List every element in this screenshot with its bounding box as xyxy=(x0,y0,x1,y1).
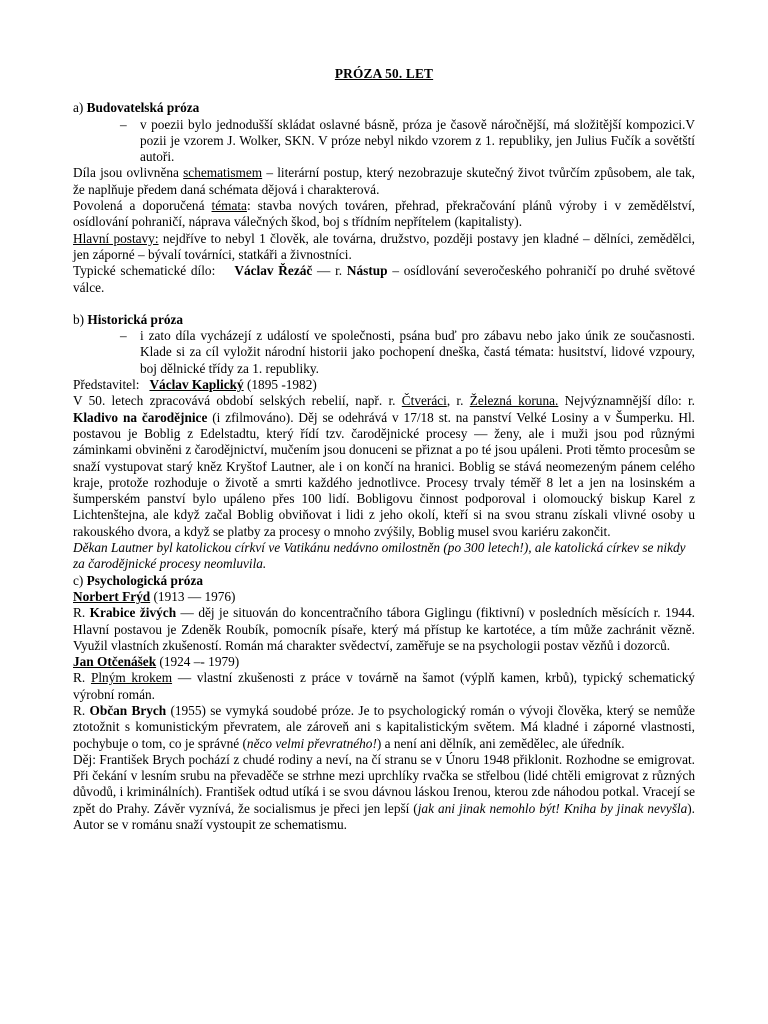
section-a-bullet: – v poezii bylo jednodušší skládat oslavné básně, próza je časově náročnější, má složitější kompozici.V pozii je vzorem J. Wolker, SKN. V próze nebyl nikdo vzorem z 1. republiky, jen Julius Fučík a sovětští autoři. xyxy=(120,116,695,165)
lautner-note: Děkan Lautner byl katolickou církví ve Vatikánu nedávno omilostněn (po 300 letech!), ale katolická církev se nikdy za čarodějnické procesy neomluvila. xyxy=(73,540,686,572)
plot-paragraph: Děj: František Brych pochází z chudé rodiny a neví, na čí stranu se v Únoru 1948 přiklonit. Rozhodne se emigrovat. Při čekání v lesním srubu na převaděče se strhne mezi uprchlíky rvačka se střelbou (lidé chtěli emigrovat z různých důvodů, i kriminálních). František odtud utíká i se svou dávnou láskou Irenou, kterou zde náhodou potkal. Vracejí se zpět do Prahy. Závěr vyznívá, že socialismus je přeci jen lepší (jak ani jinak nemohlo být! Kniha by jinak nevyšla). Autor se v románu snaží vystoupit ze schematismu. xyxy=(73,751,695,833)
schematism-paragraph: Díla jsou ovlivněna schematismem – literární postup, který nezobrazuje skutečný život tvůrčím způsobem, ale tak, že naplňuje předem daná schémata dějová i charakterová. xyxy=(73,165,696,197)
section-a-heading: a) Budovatelská próza xyxy=(73,100,200,116)
plnym-krokem-paragraph: R. Plným krokem — vlastní zkušenosti z práce v továrně na šamot (výplň kamen, krbů), typický schematický výrobní román. xyxy=(73,670,695,702)
section-gap xyxy=(73,296,695,312)
section-b-bullet: – i zato díla vycházejí z událostí ve společnosti, psána buď pro zábavu nebo jako únik ze současnosti. Klade si za cíl vyložit národní historii jako pochopení dneška, častá témata: husitství, lidové vzpoury, boj dělnické třídy za 1. republiky. xyxy=(120,328,695,376)
document-title: PRÓZA 50. LET xyxy=(334,66,434,81)
section-b-heading: b) Historická próza xyxy=(73,311,184,327)
author-otcenasek-heading: Jan Otčenášek (1924 –- 1979) xyxy=(73,654,240,670)
themes-paragraph: Povolená a doporučená témata: stavba nových továren, přehrad, překračování plánů výroby i v zemědělství, osídlování pohraničí, náprava válečných škod, boj s třídním nepřítelem (kapitalisty). xyxy=(73,198,695,230)
dash-icon: – xyxy=(120,116,127,132)
representative-line: Představitel: Václav Kaplický (1895 -1982) xyxy=(73,377,317,393)
author-fryd-heading: Norbert Frýd (1913 — 1976) xyxy=(73,588,236,604)
document-page xyxy=(73,66,695,833)
fryd-paragraph: R. Krabice živých — děj je situován do koncentračního tábora Giglingu (fiktivní) v posledních měsících r. 1944. Hlavní postavou je Zdeněk Roubík, pomocník písaře, který má přístup ke kartotéce, a tím může zachránit vězně. Využil vlastních zkušeností. Román má charakter svědectví, zaměřuje se na psychologii postav vězňů i dozorců. xyxy=(73,605,695,653)
kaplicky-paragraph: V 50. letech zpracovává období selských rebelií, např. r. Čtveráci, r. Železná koruna. Nejvýznamnější dílo: r. Kladivo na čarodějnice (i zfilmováno). Děj se odehrává v 17/18 st. na panství Velké Losiny a v Šumperku. Hl. postavou je Boblig z Edelstadtu, který řídí tzv. čarodějnické procesy — ženy, ale i muži jsou pod různými záminkami obviněni z čarodějnictví, mučením jsou donuceni se přiznat a po té jsou upáleni. Proti těmto procesům se snaží vystupovat starý kněz Kryštof Lautner, ale i on končí na hranici. Boblig se stává neomezeným pánem celého kraje, protože rozhoduje o životě a smrti každého jednotlivce. Procesy trvaly téměř 8 let a jen na losinském a šumperském panství bylo upáleno přes 100 lidí. Bobligovu činnost podporoval i olomoucký biskup Karel z Lichtenštejna, ale když začal Boblig obviňovat i lidi z jeho okolí, kteří si na svou stranu získali vlivné osoby u rakouského dvora, a když se platby za procesy o mnoho zvýšily, Boblig musel svou kariéru zakončit. xyxy=(73,393,695,539)
obcan-brych-paragraph: R. Občan Brych (1955) se vymyká soudobé próze. Je to psychologický román o vývoji člověka, který se nemůže ztotožnit s komunistickým převratem, ale zároveň ani s kapitalistickým světem. Má kladné i záporné vlastnosti, pochybuje o tom, co je správné (něco velmi převratného!) a není ani dělník, ani zemědělec, ale úředník. xyxy=(73,702,695,751)
typical-work-paragraph: Typické schematické dílo: Václav Řezáč — r. Nástup – osídlování severočeského pohraničí po druhé světové válce. xyxy=(73,263,695,295)
characters-paragraph: Hlavní postavy: nejdříve to nebyl 1 člověk, ale továrna, družstvo, později postavy jen kladné – dělníci, zemědělci, jen záporné – bývalí továrníci, statkáři a živnostníci. xyxy=(73,230,695,262)
dash-icon: – xyxy=(120,328,127,344)
section-c-heading: c) Psychologická próza xyxy=(73,572,203,588)
